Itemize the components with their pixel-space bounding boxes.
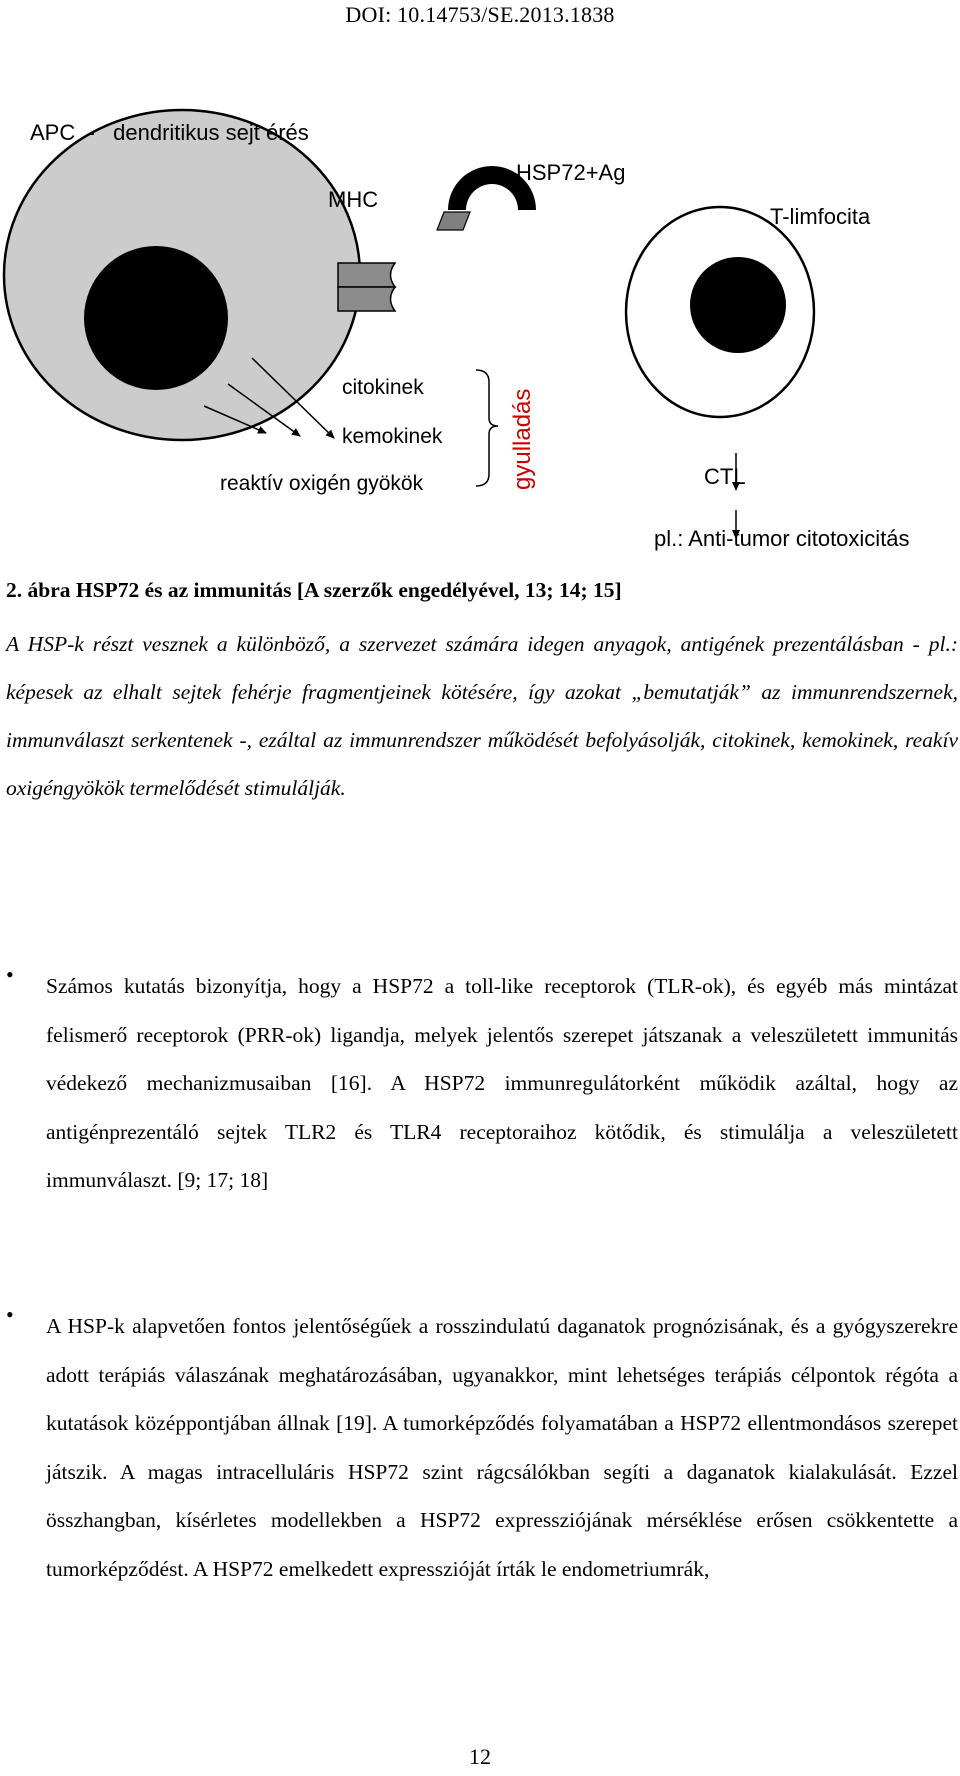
- bullet-text-2: A HSP-k alapvetően fontos jelentőségűek a rosszindulatú daganatok prognózisának, és a gyógyszerekre adott terápiás válaszának meghatározásában, ugyanakkor, mint lehetséges terápiás célpontok régóta a kutatások középpontjában állnak [19]. A tumorképződés folyamatában a HSP72 ellentmondásos szerepet játszik. A magas intracelluláris HSP72 szint rágcsálókban segíti a daganatok kialakulását. Ezzel összhangban, kísérletes modellekben a HSP72 expressziójának mérséklése erősen csökkentette a tumorképződést. A HSP72 emelkedett expresszióját írták le endometriumrák,: [46, 1314, 958, 1581]
- bullet-symbol: •: [6, 1302, 14, 1327]
- label-ros: reaktív oxigén gyökök: [220, 472, 424, 495]
- page-number: 12: [469, 1744, 491, 1769]
- apc-nucleus: [84, 246, 228, 390]
- figure-hsp72-immunity: [0, 100, 960, 560]
- figure-diagram: [0, 100, 960, 560]
- label-gyulladas: gyulladás: [509, 388, 536, 490]
- inflammation-bracket: [476, 370, 498, 486]
- figure-caption: 2. ábra HSP72 és az immunitás [A szerzők engedélyével, 13; 14; 15]: [6, 578, 622, 602]
- italic-paragraph: A HSP-k részt vesznek a különböző, a szervezet számára idegen anyagok, antigének prezentálásban - pl.: képesek az elhalt sejtek fehérje fragmentjeinek kötésére, így azokat „bemutatják” az immunrendszernek, immunválaszt serkentenek -, ezáltal az immunrendszer működését befolyásolják, citokinek, kemokinek, reakív oxigéngyökök termelődését stimulálják.: [6, 632, 958, 800]
- label-apc: APC - dendritikus sejt érés: [30, 120, 309, 145]
- bullet-symbol: •: [6, 962, 14, 987]
- doi-header: DOI: 10.14753/SE.2013.1838: [345, 2, 615, 27]
- label-kemokinek: kemokinek: [342, 425, 443, 448]
- label-antitumor: pl.: Anti-tumor citotoxicitás: [654, 526, 910, 551]
- label-citokinek: citokinek: [342, 376, 424, 399]
- t-lymphocyte-nucleus: [690, 257, 786, 353]
- label-t-limfocita: T-limfocita: [770, 204, 871, 229]
- label-mhc: MHC: [328, 187, 379, 212]
- label-hsp72-ag: HSP72+Ag: [516, 160, 626, 185]
- mhc-receptor: [338, 263, 395, 311]
- bullet-text-1: Számos kutatás bizonyítja, hogy a HSP72 a toll-like receptorok (TLR-ok), és egyéb más mintázat felismerő receptorok (PRR-ok) ligandja, melyek jelentős szerepet játszanak a veleszületett immunitás védekező mechanizmusaiban [16]. A HSP72 immunregulátorként működik azáltal, hogy az antigénprezentáló sejtek TLR2 és TLR4 receptoraihoz kötődik, és stimulálja a veleszületett immunválaszt. [9; 17; 18]: [46, 974, 958, 1192]
- label-ctl: CTL: [704, 464, 746, 489]
